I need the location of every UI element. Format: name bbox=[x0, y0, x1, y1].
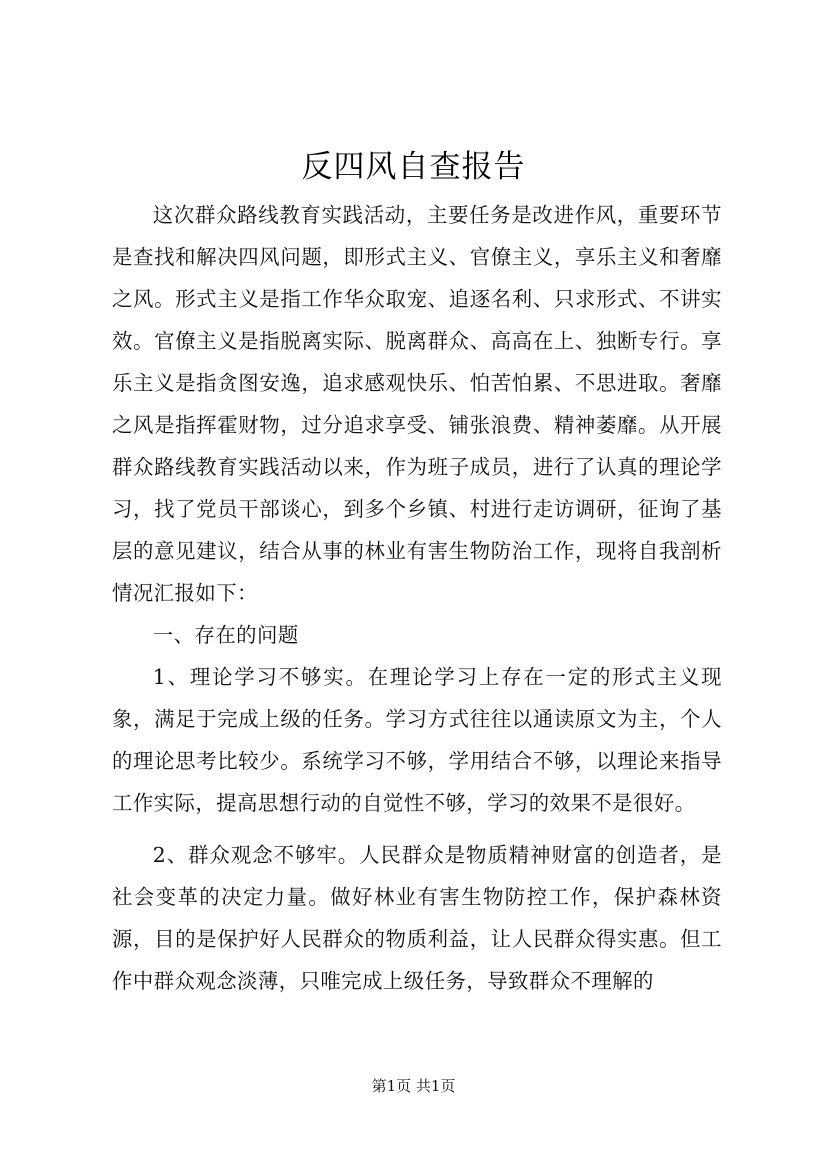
paragraph-mass-concept: 2、群众观念不够牢。人民群众是物质精神财富的创造者，是社会变革的决定力量。做好林业有害生物防控工作，保护森林资源，目的是保护好人民群众的物质利益，让人民群众得实惠。但工作中群众观念淡薄，只唯完成上级任务，导致群众不理解的 bbox=[112, 843, 722, 993]
document-title: 反四风自查报告 bbox=[301, 149, 526, 185]
paragraph-theory-study: 1、理论学习不够实。在理论学习上存在一定的形式主义现象，满足于完成上级的任务。学习方式往往以通读原文为主，个人的理论思考比较少。系统学习不够，学用结合不够，以理论来指导工作实际，提高思想行动的自觉性不够，学习的效果不是很好。 bbox=[112, 665, 722, 815]
page-footer: 第1页 共1页 bbox=[371, 1077, 456, 1095]
section-heading-problems: 一、存在的问题 bbox=[152, 623, 299, 647]
paragraph-intro: 这次群众路线教育实践活动，主要任务是改进作风，重要环节是查找和解决四风问题，即形式主义、官僚主义，享乐主义和奢靡之风。形式主义是指工作华众取宠、追逐名利、只求形式、不讲实效。官僚主义是指脱离实际、脱离群众、高高在上、独断专行。享乐主义是指贪图安逸，追求感观快乐、怕苦怕累、不思进取。奢靡之风是指挥霍财物，过分追求享受、铺张浪费、精神萎靡。从开展群众路线教育实践活动以来，作为班子成员，进行了认真的理论学习，找了党员干部谈心，到多个乡镇、村进行走访调研，征询了基层的意见建议，结合从事的林业有害生物防治工作，现将自我剖析情况汇报如下： bbox=[112, 203, 722, 605]
document-body bbox=[112, 194, 722, 1002]
